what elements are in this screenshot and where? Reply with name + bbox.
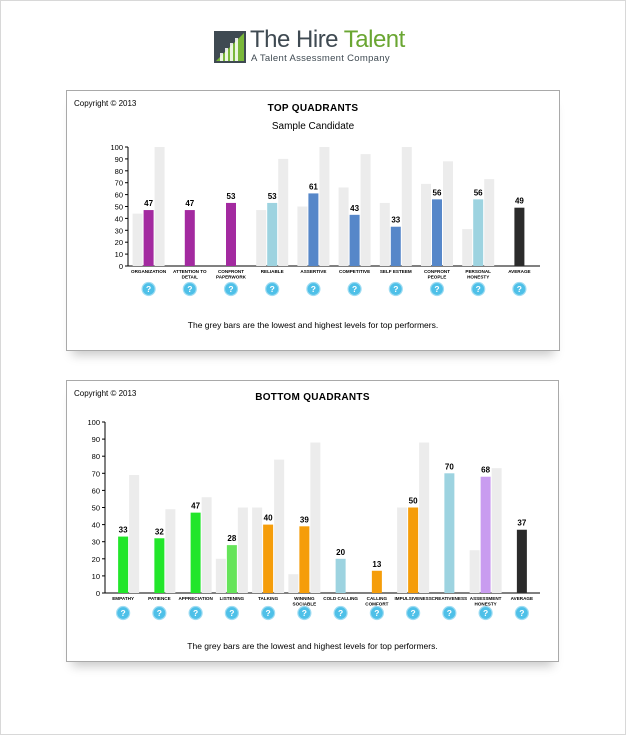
bar-organization: [144, 210, 154, 266]
category-label-talking: TALKING: [258, 596, 279, 601]
question-mark-glyph: ?: [475, 284, 481, 294]
grey-low-bar-confront-people: [421, 184, 431, 266]
bar-calling-comfort: [372, 571, 382, 593]
data-label-cold-calling: 20: [336, 547, 346, 557]
question-mark-glyph: ?: [156, 608, 162, 618]
grey-high-bar-self-esteem: [402, 147, 412, 266]
data-label-assertive: 61: [308, 182, 318, 192]
category-label-assessment-honesty: ASSESSMENT: [469, 596, 502, 601]
bar-self-esteem: [391, 227, 401, 266]
brand-title-part1: The Hire: [250, 26, 339, 53]
y-tick-label: 70: [91, 469, 100, 479]
data-label-attention-to-detail: 47: [185, 199, 195, 209]
y-tick-label: 50: [114, 202, 123, 212]
help-button-empathy[interactable]: [117, 607, 130, 620]
help-button-winning-sociable[interactable]: [298, 607, 311, 620]
grey-low-bar-assessment-honesty: [470, 550, 480, 593]
question-mark-glyph: ?: [145, 284, 152, 294]
grey-high-bar-organization: [155, 147, 165, 266]
category-label-average: AVERAGE: [508, 269, 531, 274]
y-tick-label: 20: [114, 238, 123, 248]
y-tick-label: 90: [114, 154, 123, 164]
category-label-confront-paperwork: PAPERWORK: [216, 274, 246, 280]
help-button-appreciation[interactable]: [189, 607, 202, 620]
y-tick-label: 100: [87, 418, 100, 427]
grey-low-bar-reliable: [256, 210, 266, 266]
grey-low-bar-listening: [216, 559, 226, 593]
question-mark-glyph: ?: [338, 608, 344, 618]
grey-low-bar-talking: [252, 508, 262, 594]
question-mark-glyph: ?: [229, 608, 235, 618]
bar-personal-honesty: [473, 199, 483, 266]
data-label-listening: 28: [227, 534, 237, 544]
data-label-creativeness: 70: [444, 462, 454, 472]
data-label-confront-people: 56: [432, 188, 442, 198]
y-tick-label: 30: [91, 537, 100, 547]
brand-tagline: A Talent Assessment Company: [251, 53, 390, 64]
category-label-assertive: ASSERTIVE: [300, 269, 327, 274]
category-label-confront-people: CONFRONT: [423, 269, 451, 274]
question-mark-glyph: ?: [434, 284, 440, 294]
bar-talking: [263, 525, 273, 593]
grey-high-bar-impulsiveness: [419, 443, 429, 593]
category-label-assessment-honesty: HONESTY: [474, 601, 497, 607]
question-mark-glyph: ?: [446, 608, 452, 618]
help-button-patience[interactable]: [153, 607, 166, 620]
question-mark-glyph: ?: [265, 608, 271, 618]
data-label-average: 37: [517, 518, 527, 528]
grey-high-bar-assessment-honesty: [492, 468, 502, 593]
category-label-reliable: RELIABLE: [260, 269, 284, 274]
grey-high-bar-assertive: [319, 147, 329, 266]
y-tick-label: 10: [91, 571, 100, 581]
help-button-average[interactable]: [515, 607, 528, 620]
question-mark-glyph: ?: [374, 608, 380, 618]
y-tick-label: 40: [114, 214, 123, 224]
data-label-talking: 40: [263, 513, 273, 523]
category-label-competitive: COMPETITIVE: [339, 269, 371, 274]
y-tick-label: 60: [91, 486, 100, 496]
category-label-personal-honesty: HONESTY: [467, 274, 490, 280]
brand-logo: [214, 28, 414, 68]
y-tick-label: 20: [91, 554, 100, 564]
bar-reliable: [267, 203, 277, 266]
category-label-impulsiveness: IMPULSIVENESS: [394, 596, 432, 601]
data-label-confront-paperwork: 53: [226, 191, 236, 201]
question-mark-glyph: ?: [228, 284, 234, 294]
data-label-competitive: 43: [350, 203, 360, 213]
question-mark-glyph: ?: [193, 608, 199, 618]
help-button-average[interactable]: [513, 283, 526, 296]
grey-high-bar-reliable: [278, 159, 288, 266]
grey-high-bar-winning-sociable: [310, 443, 320, 593]
y-tick-label: 10: [114, 250, 123, 260]
help-button-cold-calling[interactable]: [334, 607, 347, 620]
help-button-organization[interactable]: [142, 283, 155, 296]
y-tick-label: 60: [114, 190, 123, 200]
category-label-cold-calling: COLD CALLING: [323, 596, 358, 601]
data-label-organization: 47: [144, 199, 154, 209]
top-quadrants-panel: [66, 90, 560, 351]
grey-high-bar-appreciation: [202, 497, 212, 593]
help-button-self-esteem[interactable]: [389, 283, 402, 296]
category-label-calling-comfort: COMFORT: [365, 601, 389, 607]
category-label-attention-to-detail: DETAIL: [181, 274, 198, 280]
category-label-listening: LISTENING: [219, 596, 245, 601]
grey-low-bar-impulsiveness: [397, 508, 407, 594]
question-mark-glyph: ?: [410, 608, 416, 618]
top-quadrants-chart: [67, 91, 559, 350]
grey-low-bar-assertive: [297, 207, 307, 267]
bar-assessment-honesty: [481, 477, 491, 593]
help-button-listening[interactable]: [225, 607, 238, 620]
question-mark-glyph: ?: [516, 284, 523, 294]
category-label-average: AVERAGE: [510, 596, 534, 601]
data-label-patience: 32: [154, 527, 164, 537]
bar-creativeness: [444, 473, 454, 593]
category-label-personal-honesty: PERSONAL: [465, 269, 491, 274]
help-button-calling-comfort[interactable]: [370, 607, 383, 620]
grey-high-bar-patience: [165, 509, 175, 593]
logo-mark-icon: [214, 31, 246, 63]
data-label-personal-honesty: 56: [473, 188, 483, 198]
category-label-patience: PATIENCE: [148, 596, 171, 601]
bar-assertive: [308, 193, 318, 266]
y-tick-label: 0: [118, 262, 123, 271]
category-label-creativeness: CREATIVENESS: [431, 596, 468, 601]
bar-listening: [227, 545, 237, 593]
grey-low-bar-self-esteem: [380, 203, 390, 266]
y-tick-label: 50: [91, 503, 100, 513]
question-mark-glyph: ?: [187, 284, 193, 294]
category-label-confront-paperwork: CONFRONT: [217, 269, 245, 274]
y-tick-label: 100: [110, 143, 123, 152]
bar-confront-paperwork: [226, 203, 236, 266]
question-mark-glyph: ?: [310, 284, 317, 294]
chart-note: The grey bars are the lowest and highest levels for top performers.: [187, 320, 439, 330]
chart-note: The grey bars are the lowest and highest levels for top performers.: [187, 641, 438, 651]
question-mark-glyph: ?: [120, 608, 126, 618]
grey-high-bar-competitive: [361, 154, 371, 266]
grey-low-bar-winning-sociable: [288, 574, 298, 593]
grey-low-bar-competitive: [339, 187, 349, 266]
bar-patience: [154, 538, 164, 593]
grey-low-bar-organization: [133, 214, 143, 266]
grey-high-bar-personal-honesty: [484, 179, 494, 266]
data-label-impulsiveness: 50: [408, 496, 418, 506]
help-button-assessment-honesty[interactable]: [479, 607, 492, 620]
bar-empathy: [118, 537, 128, 593]
data-label-average: 49: [514, 196, 524, 206]
y-tick-label: 40: [91, 520, 100, 530]
chart-title: BOTTOM QUADRANTS: [255, 392, 370, 403]
y-tick-label: 30: [114, 226, 123, 236]
grey-high-bar-listening: [238, 508, 248, 594]
grey-high-bar-talking: [274, 460, 284, 593]
copyright-text: Copyright © 2013: [74, 389, 137, 398]
category-label-organization: ORGANIZATION: [131, 269, 167, 274]
y-tick-label: 80: [114, 166, 123, 176]
bar-average: [514, 208, 524, 266]
bar-attention-to-detail: [185, 210, 195, 266]
category-label-confront-people: PEOPLE: [427, 274, 447, 280]
bar-impulsiveness: [408, 508, 418, 594]
bar-winning-sociable: [299, 526, 309, 593]
data-label-reliable: 53: [267, 191, 277, 201]
question-mark-glyph: ?: [269, 284, 275, 294]
help-button-reliable[interactable]: [266, 283, 279, 296]
data-label-empathy: 33: [118, 525, 128, 535]
bar-average: [517, 530, 527, 593]
help-button-assertive[interactable]: [307, 283, 320, 296]
grey-low-bar-personal-honesty: [462, 229, 472, 266]
y-tick-label: 90: [91, 435, 100, 445]
category-label-self-esteem: SELF ESTEEM: [379, 269, 412, 274]
category-label-appreciation: APPRECIATION: [178, 596, 213, 601]
data-label-assessment-honesty: 68: [481, 465, 491, 475]
y-tick-label: 0: [95, 589, 100, 598]
bar-cold-calling: [336, 559, 346, 593]
copyright-text: Copyright © 2013: [74, 99, 137, 108]
grey-high-bar-empathy: [129, 475, 139, 593]
bar-appreciation: [191, 513, 201, 593]
bar-confront-people: [432, 199, 442, 266]
question-mark-glyph: ?: [301, 608, 307, 618]
help-button-competitive[interactable]: [348, 283, 361, 296]
help-button-talking[interactable]: [262, 607, 275, 620]
category-label-calling-comfort: CALLING: [366, 596, 388, 601]
bar-competitive: [350, 215, 360, 266]
question-mark-glyph: ?: [483, 608, 489, 618]
bottom-quadrants-chart: [67, 381, 558, 661]
grey-high-bar-confront-people: [443, 161, 453, 266]
help-button-creativeness[interactable]: [443, 607, 456, 620]
brand-title: [250, 26, 405, 54]
data-label-winning-sociable: 39: [299, 515, 309, 525]
category-label-empathy: EMPATHY: [112, 596, 135, 601]
data-label-self-esteem: 33: [391, 215, 401, 225]
y-tick-label: 70: [114, 178, 123, 188]
category-label-winning-sociable: SOCIABLE: [292, 601, 317, 607]
bottom-quadrants-panel: [66, 380, 559, 662]
category-label-winning-sociable: WINNING: [294, 596, 315, 601]
help-button-attention-to-detail[interactable]: [183, 283, 196, 296]
help-button-impulsiveness[interactable]: [407, 607, 420, 620]
chart-subtitle: Sample Candidate: [271, 121, 355, 132]
brand-title-part2: Talent: [343, 26, 405, 53]
help-button-personal-honesty[interactable]: [472, 283, 485, 296]
category-label-attention-to-detail: ATTENTION TO: [173, 269, 207, 274]
help-button-confront-people[interactable]: [431, 283, 444, 296]
help-button-confront-paperwork[interactable]: [225, 283, 238, 296]
chart-title: TOP QUADRANTS: [267, 103, 359, 114]
y-tick-label: 80: [91, 452, 100, 462]
data-label-appreciation: 47: [191, 501, 201, 511]
question-mark-glyph: ?: [393, 284, 399, 294]
data-label-calling-comfort: 13: [372, 559, 382, 569]
question-mark-glyph: ?: [519, 608, 525, 618]
question-mark-glyph: ?: [351, 284, 358, 294]
